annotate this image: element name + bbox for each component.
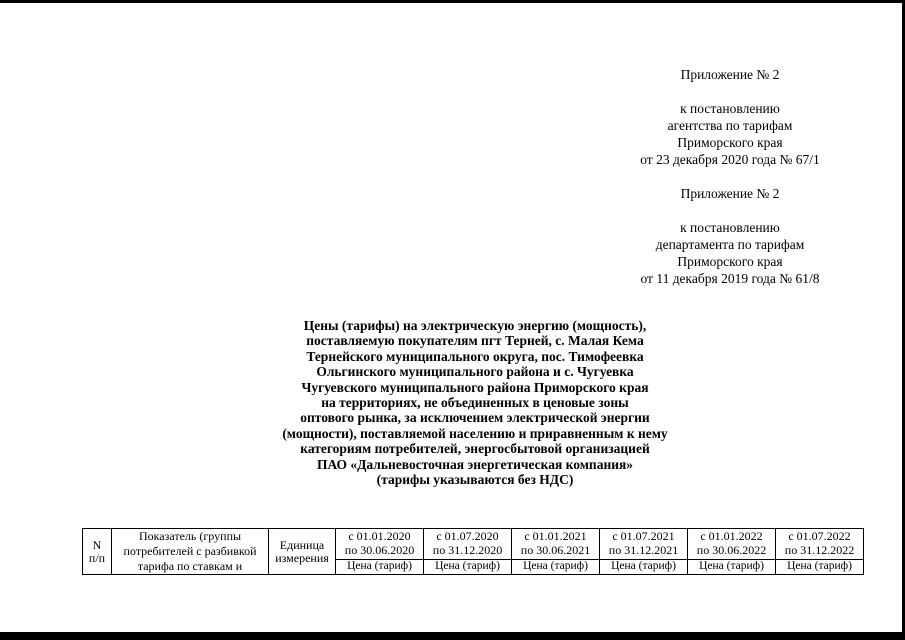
header-unit: Единица измерения xyxy=(269,529,336,575)
heading-line: поставляемую покупателям пгт Терней, с. Малая Кема xyxy=(306,333,644,349)
heading-line: на территориях, не объединенных в ценовые зоны xyxy=(321,395,629,411)
price-label: Цена (тариф) xyxy=(776,559,864,574)
tariff-table xyxy=(82,528,864,575)
period-header: с 01.07.2021 по 31.12.2021 xyxy=(600,529,688,560)
header-indicator: Показатель (группы потребителей с разбивкой тарифа по ставкам и xyxy=(112,529,269,575)
heading-line: категориям потребителей, энергосбытовой организацией xyxy=(300,441,650,457)
appendix-line: Приморского края xyxy=(677,254,783,269)
appendix-block-agency xyxy=(600,66,860,168)
heading-line: оптового рынка, за исключением электрической энергии xyxy=(300,410,650,426)
price-label: Цена (тариф) xyxy=(336,559,424,574)
appendix-line: к постановлению xyxy=(680,220,780,235)
period-header: с 01.07.2020 по 31.12.2020 xyxy=(424,529,512,560)
heading-line: Цены (тарифы) на электрическую энергию (мощность), xyxy=(303,318,647,333)
appendix-line: агентства по тарифам xyxy=(667,118,793,133)
period-header: с 01.01.2020 по 30.06.2020 xyxy=(336,529,424,560)
heading-line: Ольгинского муниципального района и с. Чугуевка xyxy=(316,364,634,380)
appendix-block-department xyxy=(600,185,860,287)
heading-line: Тернейского муниципального округа, пос. Тимофеевка xyxy=(306,348,644,364)
appendix-line: Приморского края xyxy=(677,135,783,150)
scan-border-bottom xyxy=(0,632,905,640)
heading-line: ПАО «Дальневосточная энергетическая компания» xyxy=(316,456,634,472)
appendix-title: Приложение № 2 xyxy=(680,67,780,82)
heading-line: Чугуевского муниципального района Приморского края xyxy=(301,379,649,395)
price-label: Цена (тариф) xyxy=(424,559,512,574)
heading-line: (тарифы указываются без НДС) xyxy=(376,472,574,488)
period-header: с 01.01.2022 по 30.06.2022 xyxy=(688,529,776,560)
period-header: с 01.07.2022 по 31.12.2022 xyxy=(776,529,864,560)
scan-border-top xyxy=(0,0,905,3)
header-number: N п/п xyxy=(83,529,112,575)
appendix-line: к постановлению xyxy=(680,101,780,116)
price-label: Цена (тариф) xyxy=(600,559,688,574)
document-heading xyxy=(235,318,715,487)
price-label: Цена (тариф) xyxy=(512,559,600,574)
appendix-title: Приложение № 2 xyxy=(680,186,780,201)
price-label: Цена (тариф) xyxy=(688,559,776,574)
appendix-line: департамента по тарифам xyxy=(655,237,805,252)
table-header-row xyxy=(83,529,864,560)
period-header: с 01.01.2021 по 30.06.2021 xyxy=(512,529,600,560)
appendix-date-line: от 11 декабря 2019 года № 61/8 xyxy=(640,271,820,286)
heading-line: (мощности), поставляемой населению и приравненным к нему xyxy=(282,425,668,441)
appendix-date-line: от 23 декабря 2020 года № 67/1 xyxy=(640,152,820,167)
